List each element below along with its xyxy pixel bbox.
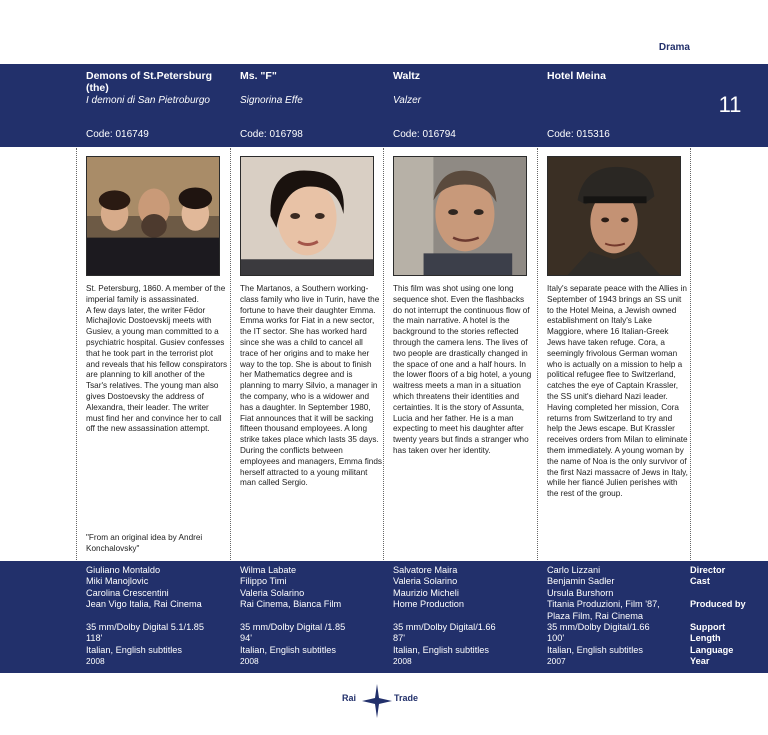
film-code: Code: 016749 (86, 129, 149, 140)
film-code: Code: 016794 (393, 129, 456, 140)
film-still (86, 156, 220, 276)
logo-text-right: Trade (394, 693, 419, 703)
film-synopsis: St. Petersburg, 1860. A member of the imperial family is assassinated. A few days later, the writer Fëdor Michajlovic Dostoevskij meets with Gusiev, a young man committed to a psychiatric hospital. Gusiev confesses that he took part in the terrorist plot and reveals that his fellow conspirators are planning to kill another of the Tsar's relatives. The young man also gives Dostoevsky the address of Alexandra, their leader. The writer must find her and convince her to call off the new assassination attempt. (86, 284, 228, 434)
producer: Jean Vigo Italia, Rai Cinema (86, 599, 202, 610)
film-credits (240, 565, 390, 668)
film-synopsis: Italy's separate peace with the Allies in September of 1943 brings an SS unit to the Hotel Meina, a Jewish owned establishment on Italy's Lake Maggiore, where 16 Italian-Greek Jews have taken refuge. Cora, a seemingly frivolous German woman who is actually on a mission to help a political refugee flee to Switzerland, catches the eye of Captain Krassler, the SS unit's diehard Nazi leader. Having completed her mission, Cora returns from Switzerland to try and help the Jews escape. But Krassler receives orders from Milan to eliminate them immediately. A young woman by the name of Noa is the only survivor of the first Nazi massacre of Jews in Italy, while her fiancé Julien perishes with the rest of the group. (547, 284, 688, 499)
label-length: Length (690, 633, 721, 644)
film-title: Ms. "F" (240, 70, 277, 82)
producer: Home Production (393, 599, 464, 610)
column-divider (383, 148, 384, 560)
film-length: 100' (547, 633, 565, 644)
category-label: Drama (658, 42, 690, 53)
film-length: 87' (393, 633, 405, 644)
cast-member: Ursula Burshorn (547, 587, 614, 598)
film-title: Hotel Meina (547, 70, 606, 82)
cast-member: Benjamin Sadler (547, 576, 615, 587)
label-support: Support (690, 622, 726, 632)
film-code: Code: 015316 (547, 129, 610, 140)
label-produced-by: Produced by (690, 599, 746, 610)
column-divider (537, 148, 538, 560)
original-title: Signorina Effe (240, 95, 303, 106)
column-divider (690, 148, 691, 560)
page-number: 11 (718, 92, 742, 117)
film-language: Italian, English subtitles (86, 644, 183, 655)
star-icon (362, 684, 392, 718)
director-name: Giuliano Montaldo (86, 565, 161, 575)
support-format: 35 mm/Dolby Digital/1.66 (547, 622, 650, 633)
film-synopsis: This film was shot using one long sequence shot. Even the flashbacks do not interrupt the continuous flow of the main narrative. A hotel is the background to the stories reflected through the camera lens. The lives of two people are drastically changed in the space of one and a half hours. In the lower floors of a big hotel, a young waitress meets a man in a situation which threatens their identities and certainties. It is the story of Assunta, Lucia and her father. He is a man expecting to meet his daughter after twenty years but finds a stranger who has taken over her identity. (393, 284, 532, 455)
film-still (547, 156, 681, 276)
credit-labels (690, 565, 765, 668)
label-director: Director (690, 565, 726, 575)
film-year: 2007 (547, 656, 566, 667)
producer: Plaza Film, Rai Cinema (547, 610, 643, 621)
film-code: Code: 016798 (240, 129, 303, 140)
film-year: 2008 (86, 656, 105, 667)
film-credits (393, 565, 543, 668)
label-year: Year (690, 656, 710, 667)
film-language: Italian, English subtitles (240, 644, 337, 655)
cast-member: Valeria Solarino (393, 576, 458, 587)
director-name: Carlo Lizzani (547, 565, 601, 575)
original-title: I demoni di San Pietroburgo (86, 95, 210, 106)
film-title: Demons of St.Petersburg (the) (86, 70, 213, 94)
director-name: Salvatore Maira (393, 565, 458, 575)
original-title: Valzer (393, 95, 421, 106)
film-year: 2008 (240, 656, 259, 667)
film-length: 118' (86, 633, 103, 644)
cast-member: Filippo Timi (240, 576, 287, 587)
film-synopsis: The Martanos, a Southern working-class family who live in Turin, have the fortune to have their daughter Emma. Emma works for Fiat in a new sector, the IT sector. She has worked hard since she was a child to cancel all trace of her origins and to make her way to the top. She is about to finish her Mathematics degree and is planning to marry Silvio, a manager in the company, who is a widower and has a daughter. In September 1980, Fiat announces that it will be sacking fifteen thousand employees. A long strike takes place which lasts 35 days. During the conflicts between employees and managers, Emma finds herself attracted to a young militant man called Sergio. (240, 284, 382, 488)
film-title: Waltz (393, 70, 421, 82)
label-language: Language (690, 644, 734, 655)
rai-trade-logo (336, 684, 436, 720)
film-credits (547, 565, 697, 668)
film-still (240, 156, 374, 276)
film-length: 94' (240, 633, 252, 644)
cast-member: Maurizio Micheli (393, 587, 459, 598)
director-name: Wilma Labate (240, 565, 297, 575)
film-language: Italian, English subtitles (547, 644, 644, 655)
film-note: "From an original idea by Andrei Konchalovsky" (86, 533, 203, 553)
label-cast: Cast (690, 576, 710, 587)
producer: Titania Produzioni, Film '87, (547, 599, 660, 610)
film-language: Italian, English subtitles (393, 644, 490, 655)
film-credits (86, 565, 236, 668)
logo-text-left: Rai (342, 693, 357, 703)
producer: Rai Cinema, Bianca Film (240, 599, 342, 610)
column-divider (230, 148, 231, 560)
cast-member: Carolina Crescentini (86, 587, 169, 598)
cast-member: Valeria Solarino (240, 587, 305, 598)
cast-member: Miki Manojlovic (86, 576, 149, 587)
support-format: 35 mm/Dolby Digital/1.66 (393, 622, 496, 633)
film-still (393, 156, 527, 276)
column-divider (76, 148, 77, 560)
support-format: 35 mm/Dolby Digital /1.85 (240, 622, 346, 633)
film-year: 2008 (393, 656, 412, 667)
support-format: 35 mm/Dolby Digital 5.1/1.85 (86, 622, 204, 633)
